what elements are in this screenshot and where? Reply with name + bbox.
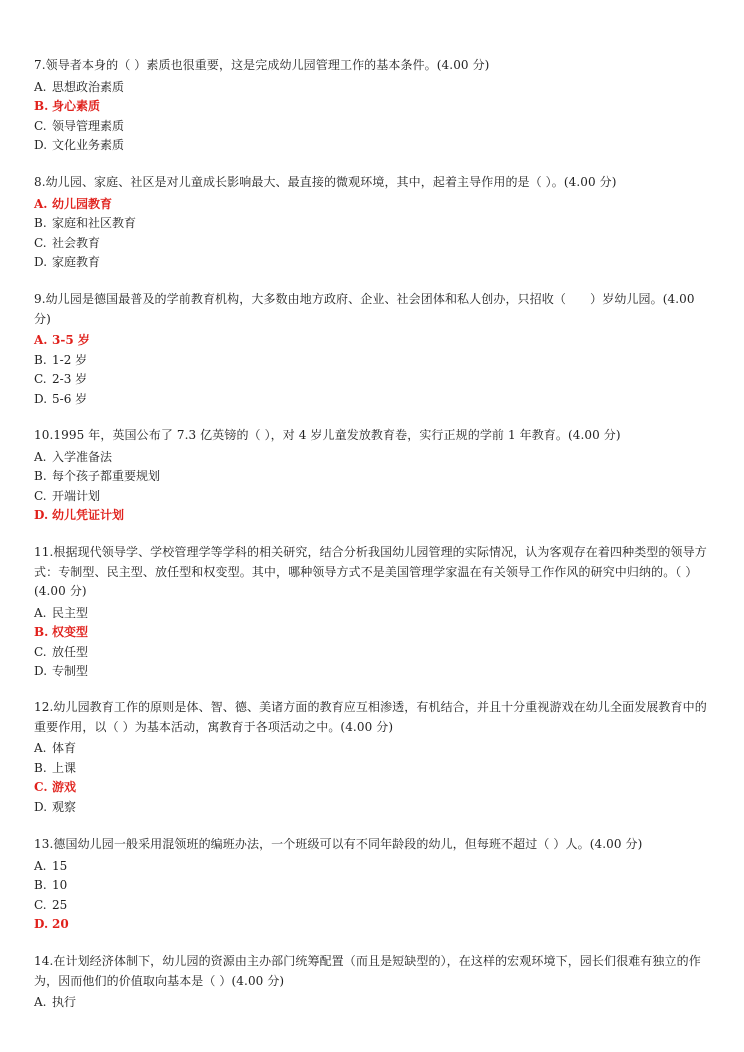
question-text: 7.领导者本身的（ ）素质也很重要，这是完成幼儿园管理工作的基本条件。(4.00 分) (34, 58, 490, 72)
option-text: 幼儿园教育 (52, 196, 113, 211)
option-d (34, 662, 714, 682)
option-d (34, 253, 714, 273)
question-7 (34, 56, 714, 156)
option-text: 观察 (52, 799, 77, 814)
option-letter: B. (34, 878, 47, 892)
option-letter: A. (34, 741, 47, 755)
option-letter: C. (34, 780, 48, 794)
option-letter: C. (34, 488, 47, 503)
option-d-correct (34, 506, 714, 526)
question-text: 14.在计划经济体制下，幼儿园的资源由主办部门统筹配置（而且是短缺型的），在这样的宏观环境下，园长们很难有独立的作为，因而他们的价值取向基本是（ ）(4.00 分) (34, 954, 701, 988)
option-a (34, 78, 714, 98)
option-text: 10 (52, 878, 68, 892)
question-9 (34, 290, 714, 409)
option-text: 身心素质 (52, 99, 101, 113)
option-letter: A. (34, 333, 48, 347)
option-letter: C. (34, 235, 47, 250)
option-letter: B. (34, 352, 47, 367)
option-letter: D. (34, 508, 49, 522)
question-text: 11.根据现代领导学、学校管理学等学科的相关研究，结合分析我国幼儿园管理的实际情况，认为客观存在着四种类型的领导方式：专制型、民主型、放任型和权变型。其中，哪种领导方式不是美国管理学家温在有关领导工作作风的研究中归纳的。（ ）(4.00 分) (34, 545, 707, 598)
option-letter: D. (34, 391, 48, 406)
option-letter: B. (34, 216, 47, 230)
option-c (34, 896, 714, 916)
option-c (34, 370, 714, 390)
option-text: 15 (52, 858, 68, 873)
option-b (34, 876, 714, 896)
option-text: 幼儿凭证计划 (52, 508, 125, 522)
option-letter: A. (34, 196, 48, 211)
question-text: 13.德国幼儿园一般采用混领班的编班办法，一个班级可以有不同年龄段的幼儿，但每班不超过（ ）人。(4.00 分) (34, 837, 643, 851)
option-letter: B. (34, 99, 49, 113)
option-letter: C. (34, 644, 47, 659)
option-b (34, 467, 714, 487)
option-letter: C. (34, 372, 47, 386)
option-text: 体育 (52, 741, 77, 755)
option-letter: C. (34, 897, 47, 912)
option-b-correct (34, 97, 714, 117)
option-letter: A. (34, 449, 47, 464)
option-a (34, 604, 714, 624)
option-letter: A. (34, 995, 47, 1009)
option-text: 每个孩子都重要规划 (52, 469, 161, 483)
option-a (34, 739, 714, 759)
option-text: 权变型 (52, 625, 89, 639)
option-text: 家庭和社区教育 (52, 216, 137, 230)
option-letter: D. (34, 664, 48, 678)
option-text: 文化业务素质 (52, 138, 125, 152)
question-14 (34, 952, 714, 1013)
option-letter: B. (34, 760, 47, 775)
question-11 (34, 543, 714, 682)
option-letter: D. (34, 917, 49, 931)
option-text: 放任型 (52, 644, 89, 659)
option-letter: B. (34, 469, 47, 483)
option-letter: D. (34, 138, 48, 152)
option-letter: D. (34, 799, 48, 814)
option-text: 25 (52, 897, 68, 912)
option-d-correct (34, 915, 714, 935)
option-text: 民主型 (52, 605, 89, 620)
option-text: 执行 (52, 995, 77, 1009)
option-text: 家庭教育 (52, 255, 101, 269)
option-letter: B. (34, 625, 49, 639)
option-letter: C. (34, 118, 47, 133)
question-text: 8.幼儿园、家庭、社区是对儿童成长影响最大、最直接的微观环境，其中，起着主导作用的是（ ）。(4.00 分) (34, 175, 617, 189)
option-c (34, 643, 714, 663)
option-text: 上课 (52, 760, 77, 775)
option-d (34, 798, 714, 818)
option-text: 游戏 (52, 780, 77, 794)
option-a (34, 993, 714, 1013)
option-a (34, 448, 714, 468)
option-letter: A. (34, 79, 47, 94)
option-c-correct (34, 778, 714, 798)
option-letter: A. (34, 605, 47, 620)
option-text: 20 (52, 917, 69, 931)
option-letter: A. (34, 858, 47, 873)
option-text: 思想政治素质 (52, 79, 125, 94)
option-d (34, 136, 714, 156)
option-c (34, 234, 714, 254)
question-text: 10.1995 年，英国公布了 7.3 亿英镑的（ ），对 4 岁儿童发放教育卷，实行正规的学前 1 年教育。(4.00 分) (34, 428, 621, 442)
option-text: 5-6 岁 (52, 391, 88, 406)
question-text: 9.幼儿园是德国最普及的学前教育机构，大多数由地方政府、企业、社会团体和私人创办，只招收（ ）岁幼儿园。(4.00 分) (34, 292, 695, 326)
question-8 (34, 173, 714, 273)
option-b (34, 759, 714, 779)
option-text: 专制型 (52, 664, 89, 678)
option-b-correct (34, 623, 714, 643)
option-b (34, 214, 714, 234)
option-c (34, 487, 714, 507)
question-10 (34, 426, 714, 526)
question-text: 12.幼儿园教育工作的原则是体、智、德、美诸方面的教育应互相渗透，有机结合，并且十分重视游戏在幼儿全面发展教育中的重要作用，以（ ）为基本活动，寓教育于各项活动之中。(4.00 分) (34, 700, 707, 734)
option-text: 2-3 岁 (52, 372, 88, 386)
option-text: 1-2 岁 (52, 352, 88, 367)
option-letter: D. (34, 255, 48, 269)
option-a-correct (34, 195, 714, 215)
option-text: 社会教育 (52, 235, 101, 250)
option-text: 入学准备法 (52, 449, 113, 464)
option-b (34, 351, 714, 371)
question-12 (34, 698, 714, 817)
option-text: 3-5 岁 (52, 333, 90, 347)
option-a (34, 857, 714, 877)
question-13 (34, 835, 714, 935)
option-a-correct (34, 331, 714, 351)
option-text: 开端计划 (52, 488, 101, 503)
option-d (34, 390, 714, 410)
option-c (34, 117, 714, 137)
option-text: 领导管理素质 (52, 118, 125, 133)
